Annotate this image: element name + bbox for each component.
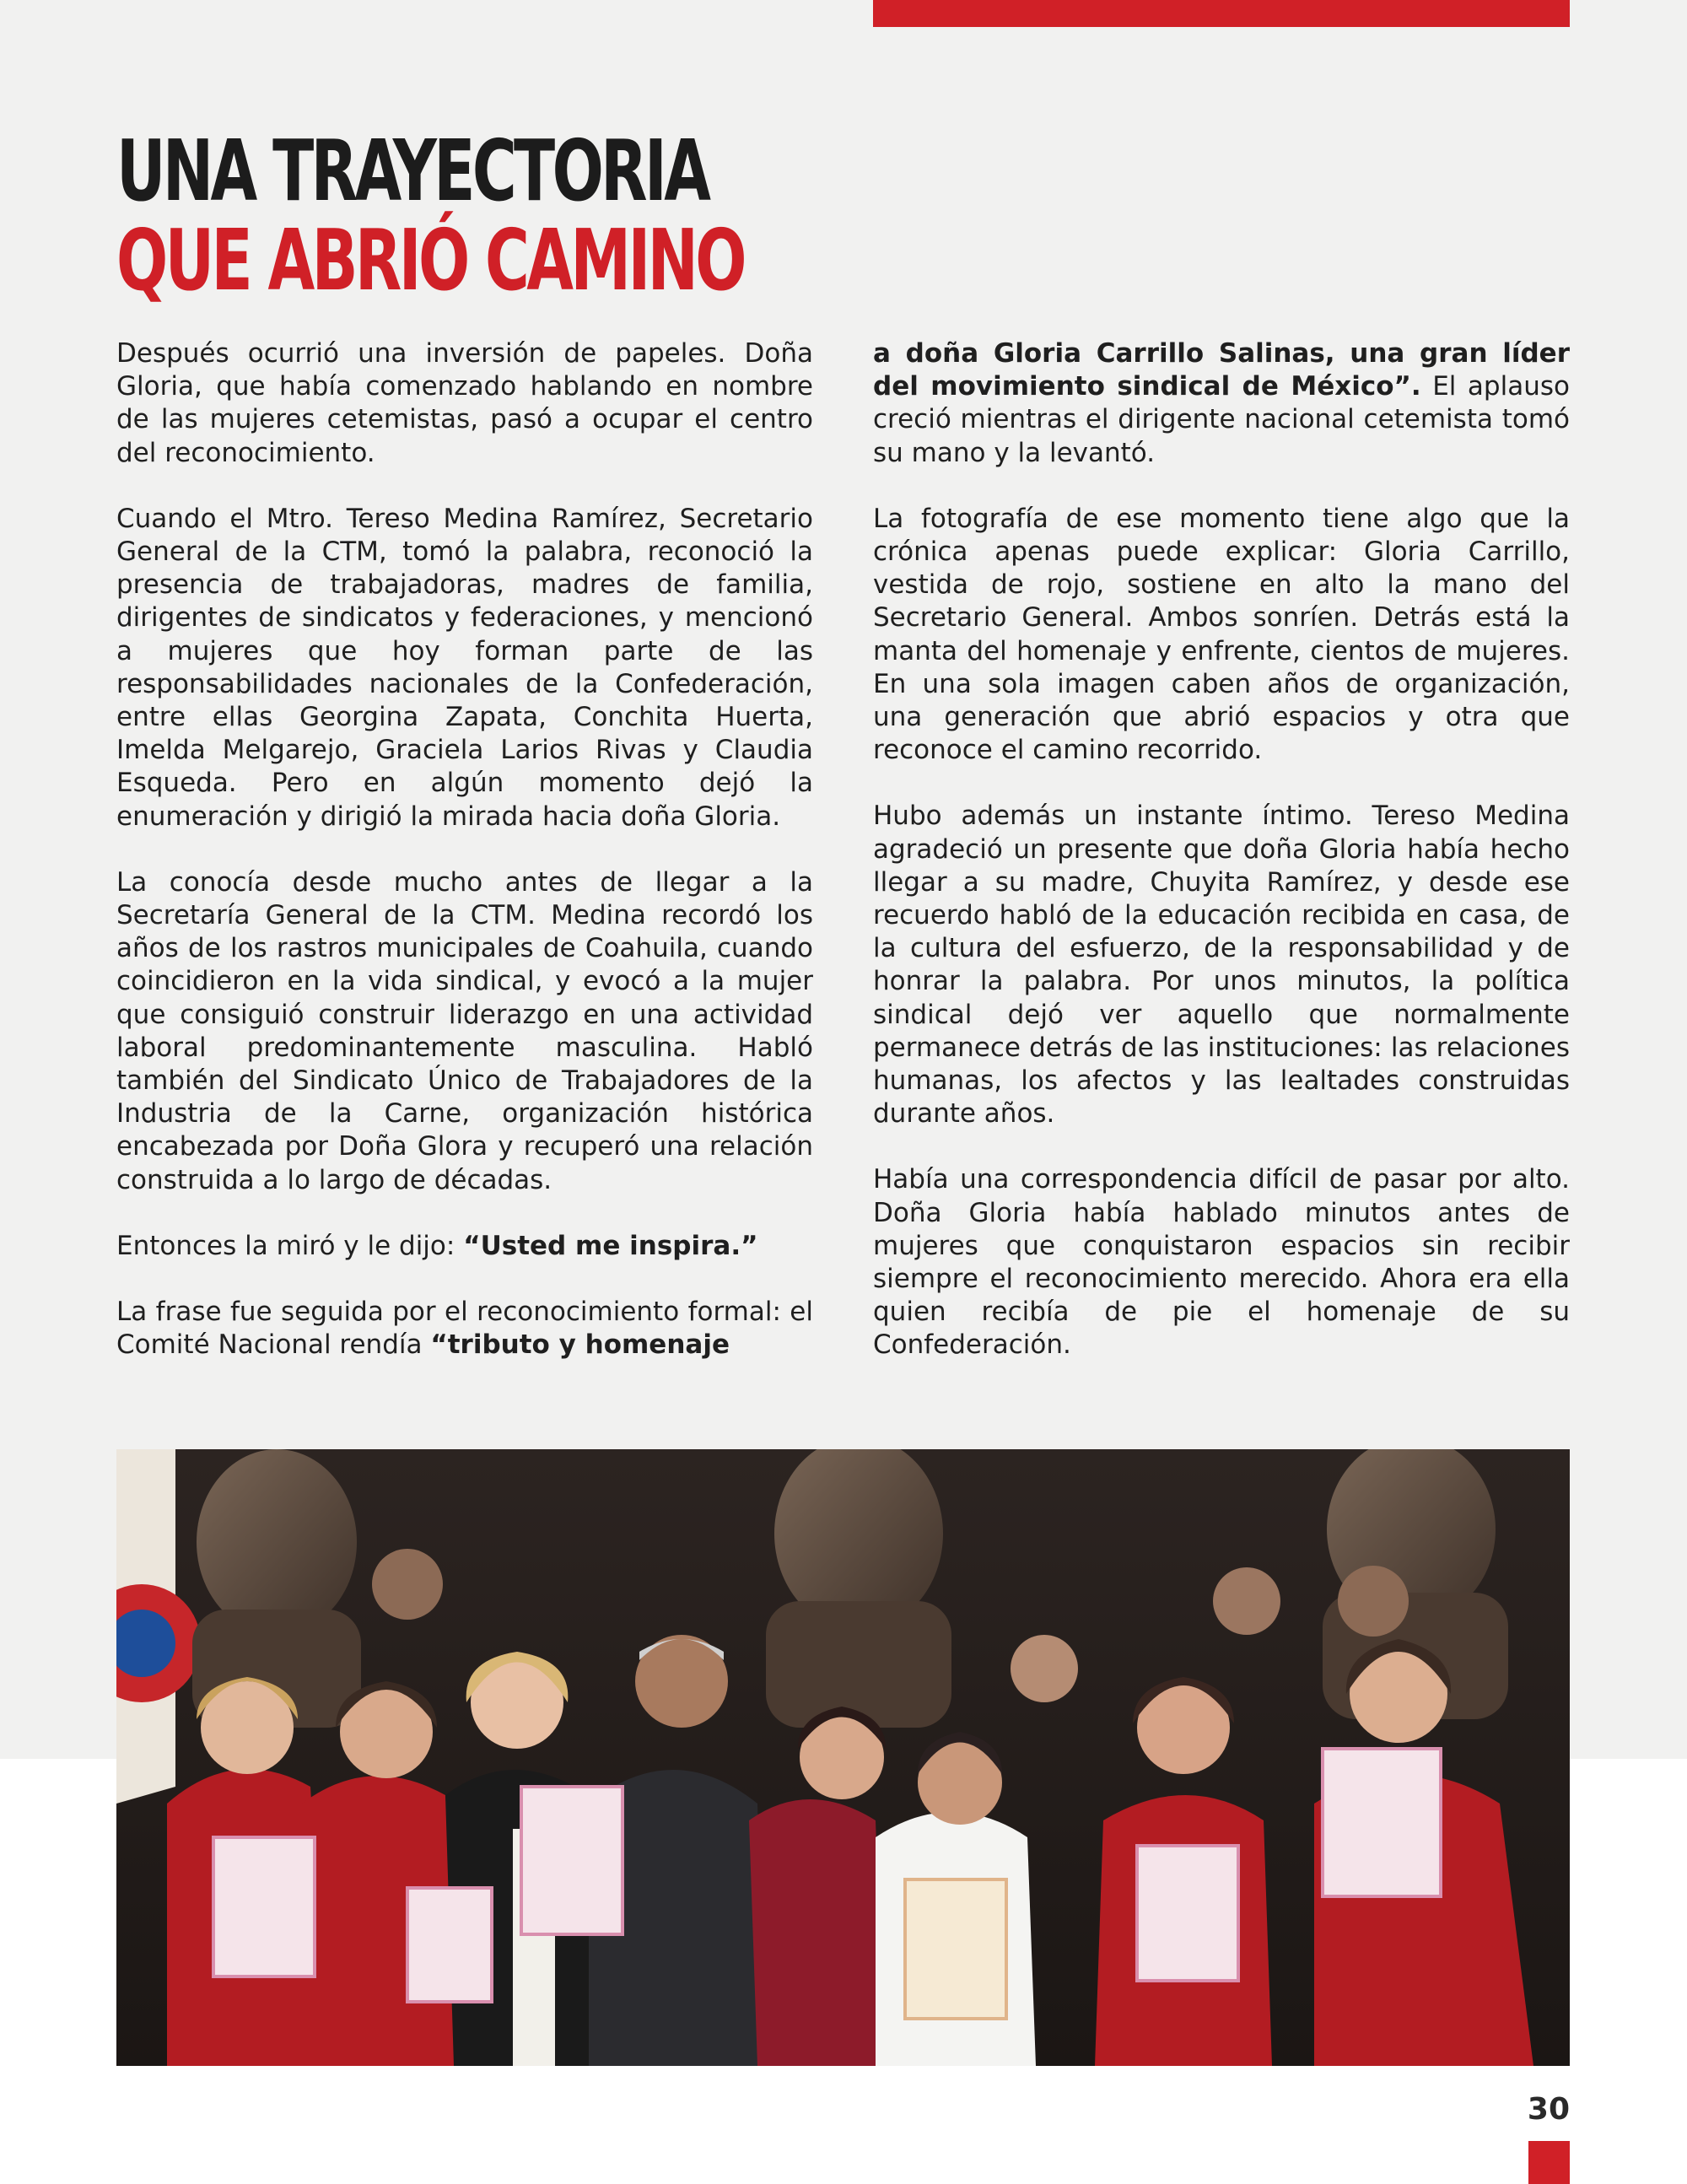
top-accent-bar [873, 0, 1570, 27]
paragraph: Hubo además un instante íntimo. Tereso Medina agradeció un presente que doña Gloria había hecho llegar a su madre, Chuyita Ramírez, y desde ese recuerdo habló de la educación recibida en casa, de la cultura del esfuerzo, de la responsabilidad y de honrar la palabra. Por unos minutos, la política sindical dejó ver aquello que normalmente permanece detrás de las instituciones: las relaciones humanas, los afectos y las lealtades construidas durante años. [873, 801, 1570, 1130]
article-headline [116, 121, 744, 310]
paragraph: Cuando el Mtro. Tereso Medina Ramírez, Secretario General de la CTM, tomó la palabra, reconoció la presencia de trabajadoras, madres de familia, dirigentes de sindicatos y federaciones, y mencionó a mujeres que hoy forman parte de las responsabilidades nacionales de la Confederación, entre ellas Georgina Zapata, Conchita Huerta, Imelda Melgarejo, Graciela Larios Rivas y Claudia Esqueda. Pero en algún momento dejó la enumeración y dirigió la mirada hacia doña Gloria. [116, 503, 813, 832]
group-photo-illustration [116, 1449, 1570, 2066]
quote-emphasis: “tributo y homenaje [430, 1329, 730, 1361]
paragraph: La frase fue seguida por el reconocimiento formal: el Comité Nacional rendía “tributo y homenaje [116, 1297, 813, 1361]
article-column-right [873, 337, 1570, 1395]
paragraph: Había una correspondencia difícil de pasar por alto. Doña Gloria había hablado minutos antes de mujeres que conquistaron espacios sin recibir siempre el reconocimiento merecido. Ahora era ella quien recibía de pie el homenaje de su Confederación. [873, 1164, 1570, 1361]
page-number-accent [1528, 2141, 1570, 2184]
paragraph: La fotografía de ese momento tiene algo que la crónica apenas puede explicar: Gloria Carrillo, vestida de rojo, sostiene en alto la mano del Secretario General. Ambos sonríen. Detrás está la manta del homenaje y enfrente, cientos de mujeres. En una sola imagen caben años de organización, una generación que abrió espacios y otra que reconoce el camino recorrido. [873, 503, 1570, 766]
group-photo [116, 1449, 1570, 2066]
quote-emphasis: “Usted me inspira.” [463, 1230, 758, 1261]
paragraph: a doña Gloria Carrillo Salinas, una gran líder del movimiento sindical de México”. El aplauso creció mientras el dirigente nacional cetemista tomó su mano y la levantó. [873, 338, 1570, 468]
paragraph: Entonces la miró y le dijo: “Usted me inspira.” [116, 1230, 758, 1261]
page-number: 30 [1527, 2092, 1570, 2127]
article-column-left [116, 337, 813, 1394]
quote-emphasis: a doña Gloria Carrillo Salinas, una gran líder del movimiento sindical de México”. [873, 338, 1570, 402]
paragraph: Después ocurrió una inversión de papeles. Doña Gloria, que había comenzado hablando en nombre de las mujeres cetemistas, pasó a ocupar el centro del reconocimiento. [116, 338, 813, 468]
headline-line-2: QUE ABRIÓ CAMINO [116, 211, 744, 310]
headline-line-1: UNA TRAYECTORIA [116, 121, 709, 220]
paragraph: La conocía desde mucho antes de llegar a la Secretaría General de la CTM. Medina recordó los años de los rastros municipales de Coahuila, cuando coincidieron en la vida sindical, y evocó a la mujer que consiguió construir liderazgo en una actividad laboral predominantemente masculina. Habló también del Sindicato Único de Trabajadores de la Industria de la Carne, organización histórica encabezada por Doña Glora y recuperó una relación construida a lo largo de décadas. [116, 866, 813, 1195]
